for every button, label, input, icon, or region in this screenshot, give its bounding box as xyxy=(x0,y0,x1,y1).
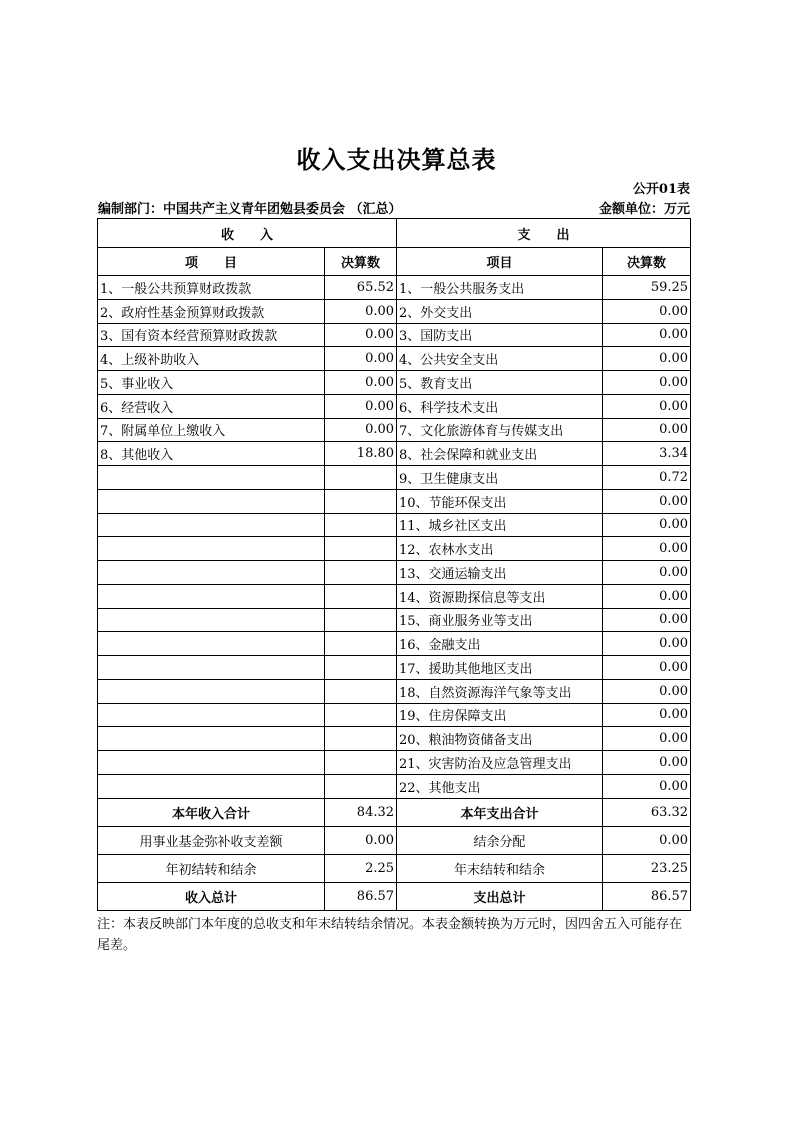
table-row xyxy=(98,727,691,751)
expense-amount-cell: 0.00 xyxy=(603,679,691,703)
income-expense-table xyxy=(97,218,691,911)
income-amount-cell xyxy=(325,774,397,798)
income-amount-cell xyxy=(325,561,397,585)
expense-amount-cell: 0.00 xyxy=(603,584,691,608)
summary-expense-label: 本年支出合计 xyxy=(397,798,603,826)
income-item-cell: 4、上级补助收入 xyxy=(98,347,325,371)
income-section-header: 收 入 xyxy=(98,219,397,248)
expense-amount-cell: 0.00 xyxy=(603,299,691,323)
summary-income-label: 年初结转和结余 xyxy=(98,854,325,882)
table-row xyxy=(98,679,691,703)
income-amount-cell: 0.00 xyxy=(325,371,397,395)
income-item-cell: 2、政府性基金预算财政拨款 xyxy=(98,299,325,323)
expense-amount-cell: 0.72 xyxy=(603,466,691,490)
expense-amount-cell: 0.00 xyxy=(603,727,691,751)
table-row xyxy=(98,442,691,466)
income-item-cell xyxy=(98,489,325,513)
expense-item-cell: 13、交通运输支出 xyxy=(397,561,603,585)
income-amount-cell xyxy=(325,584,397,608)
expense-item-cell: 8、社会保障和就业支出 xyxy=(397,442,603,466)
expense-amount-header: 决算数 xyxy=(603,248,691,276)
income-item-cell: 1、一般公共预算财政拨款 xyxy=(98,276,325,300)
income-item-cell xyxy=(98,584,325,608)
income-item-cell xyxy=(98,513,325,537)
expense-item-cell: 5、教育支出 xyxy=(397,371,603,395)
page-title: 收入支出决算总表 xyxy=(296,145,497,174)
table-row xyxy=(98,489,691,513)
income-item-cell xyxy=(98,608,325,632)
income-item-cell xyxy=(98,561,325,585)
expense-item-cell: 19、住房保障支出 xyxy=(397,703,603,727)
amount-unit-label: 金额单位：万元 xyxy=(598,202,690,217)
table-row xyxy=(98,632,691,656)
table-row xyxy=(98,561,691,585)
income-item-cell: 5、事业收入 xyxy=(98,371,325,395)
income-amount-cell xyxy=(325,513,397,537)
expense-amount-cell: 0.00 xyxy=(603,703,691,727)
summary-income-amount: 84.32 xyxy=(325,798,397,826)
expense-item-cell: 17、援助其他地区支出 xyxy=(397,656,603,680)
summary-row xyxy=(98,798,691,826)
expense-amount-cell: 59.25 xyxy=(603,276,691,300)
expense-item-cell: 14、资源勘探信息等支出 xyxy=(397,584,603,608)
income-amount-cell: 0.00 xyxy=(325,347,397,371)
table-row xyxy=(98,466,691,490)
expense-item-cell: 22、其他支出 xyxy=(397,774,603,798)
summary-income-amount: 2.25 xyxy=(325,854,397,882)
summary-expense-label: 年末结转和结余 xyxy=(397,854,603,882)
income-amount-cell xyxy=(325,537,397,561)
income-amount-cell: 0.00 xyxy=(325,299,397,323)
income-amount-cell xyxy=(325,679,397,703)
expense-amount-cell: 0.00 xyxy=(603,537,691,561)
table-row xyxy=(98,347,691,371)
income-amount-cell: 18.80 xyxy=(325,442,397,466)
summary-expense-amount: 63.32 xyxy=(603,798,691,826)
summary-row xyxy=(98,854,691,882)
summary-expense-label: 结余分配 xyxy=(397,826,603,854)
income-amount-cell xyxy=(325,632,397,656)
income-item-cell xyxy=(98,537,325,561)
expense-item-cell: 3、国防支出 xyxy=(397,323,603,347)
table-row xyxy=(98,299,691,323)
table-row xyxy=(98,323,691,347)
income-item-cell: 3、国有资本经营预算财政拨款 xyxy=(98,323,325,347)
income-item-cell xyxy=(98,751,325,775)
income-item-cell: 8、其他收入 xyxy=(98,442,325,466)
expense-amount-cell: 0.00 xyxy=(603,656,691,680)
income-amount-cell xyxy=(325,466,397,490)
income-item-cell xyxy=(98,632,325,656)
summary-row xyxy=(98,882,691,910)
expense-item-cell: 11、城乡社区支出 xyxy=(397,513,603,537)
income-item-header: 项 目 xyxy=(98,248,325,276)
expense-amount-cell: 0.00 xyxy=(603,371,691,395)
table-row xyxy=(98,371,691,395)
income-amount-cell xyxy=(325,727,397,751)
income-amount-cell: 0.00 xyxy=(325,323,397,347)
expense-section-header: 支 出 xyxy=(397,219,691,248)
footnote: 注：本表反映部门本年度的总收支和年末结转结余情况。本表金额转换为万元时，因四舍五入可能存在尾差。 xyxy=(97,917,683,953)
expense-amount-cell: 3.34 xyxy=(603,442,691,466)
expense-item-cell: 2、外交支出 xyxy=(397,299,603,323)
expense-item-header: 项目 xyxy=(397,248,603,276)
income-item-cell xyxy=(98,703,325,727)
table-row xyxy=(98,751,691,775)
table-row xyxy=(98,537,691,561)
summary-expense-amount: 86.57 xyxy=(603,882,691,910)
expense-amount-cell: 0.00 xyxy=(603,513,691,537)
income-item-cell xyxy=(98,774,325,798)
expense-amount-cell: 0.00 xyxy=(603,774,691,798)
income-item-cell: 6、经营收入 xyxy=(98,394,325,418)
expense-item-cell: 20、粮油物资储备支出 xyxy=(397,727,603,751)
income-item-cell xyxy=(98,679,325,703)
expense-amount-cell: 0.00 xyxy=(603,751,691,775)
expense-item-cell: 12、农林水支出 xyxy=(397,537,603,561)
expense-item-cell: 18、自然资源海洋气象等支出 xyxy=(397,679,603,703)
expense-amount-cell: 0.00 xyxy=(603,632,691,656)
expense-amount-cell: 0.00 xyxy=(603,323,691,347)
income-amount-cell xyxy=(325,489,397,513)
income-item-cell xyxy=(98,727,325,751)
income-amount-cell xyxy=(325,703,397,727)
income-item-cell xyxy=(98,466,325,490)
table-row xyxy=(98,656,691,680)
summary-income-label: 本年收入合计 xyxy=(98,798,325,826)
income-amount-cell xyxy=(325,608,397,632)
summary-expense-label: 支出总计 xyxy=(397,882,603,910)
income-amount-cell: 65.52 xyxy=(325,276,397,300)
expense-amount-cell: 0.00 xyxy=(603,608,691,632)
column-header-row xyxy=(98,248,691,276)
expense-amount-cell: 0.00 xyxy=(603,347,691,371)
expense-item-cell: 15、商业服务业等支出 xyxy=(397,608,603,632)
summary-income-label: 收入总计 xyxy=(98,882,325,910)
expense-item-cell: 16、金融支出 xyxy=(397,632,603,656)
expense-item-cell: 21、灾害防治及应急管理支出 xyxy=(397,751,603,775)
department-label: 编制部门：中国共产主义青年团勉县委员会 （汇总） xyxy=(98,202,402,217)
expense-item-cell: 9、卫生健康支出 xyxy=(397,466,603,490)
income-amount-cell xyxy=(325,751,397,775)
expense-amount-cell: 0.00 xyxy=(603,489,691,513)
table-row xyxy=(98,774,691,798)
table-row xyxy=(98,608,691,632)
summary-row xyxy=(98,826,691,854)
table-row xyxy=(98,584,691,608)
income-item-cell: 7、附属单位上缴收入 xyxy=(98,418,325,442)
income-amount-cell xyxy=(325,656,397,680)
expense-item-cell: 10、节能环保支出 xyxy=(397,489,603,513)
summary-income-label: 用事业基金弥补收支差额 xyxy=(98,826,325,854)
income-amount-cell: 0.00 xyxy=(325,418,397,442)
expense-item-cell: 7、文化旅游体育与传媒支出 xyxy=(397,418,603,442)
summary-income-amount: 0.00 xyxy=(325,826,397,854)
table-row xyxy=(98,513,691,537)
income-amount-cell: 0.00 xyxy=(325,394,397,418)
summary-expense-amount: 23.25 xyxy=(603,854,691,882)
table-row xyxy=(98,703,691,727)
expense-amount-cell: 0.00 xyxy=(603,394,691,418)
expense-item-cell: 4、公共安全支出 xyxy=(397,347,603,371)
table-row xyxy=(98,394,691,418)
income-amount-header: 决算数 xyxy=(325,248,397,276)
expense-amount-cell: 0.00 xyxy=(603,418,691,442)
expense-item-cell: 1、一般公共服务支出 xyxy=(397,276,603,300)
income-item-cell xyxy=(98,656,325,680)
form-number: 公开01表 xyxy=(632,182,690,197)
summary-income-amount: 86.57 xyxy=(325,882,397,910)
expense-amount-cell: 0.00 xyxy=(603,561,691,585)
table-row xyxy=(98,418,691,442)
summary-expense-amount: 0.00 xyxy=(603,826,691,854)
table-row xyxy=(98,276,691,300)
section-header-row xyxy=(98,219,691,248)
expense-item-cell: 6、科学技术支出 xyxy=(397,394,603,418)
